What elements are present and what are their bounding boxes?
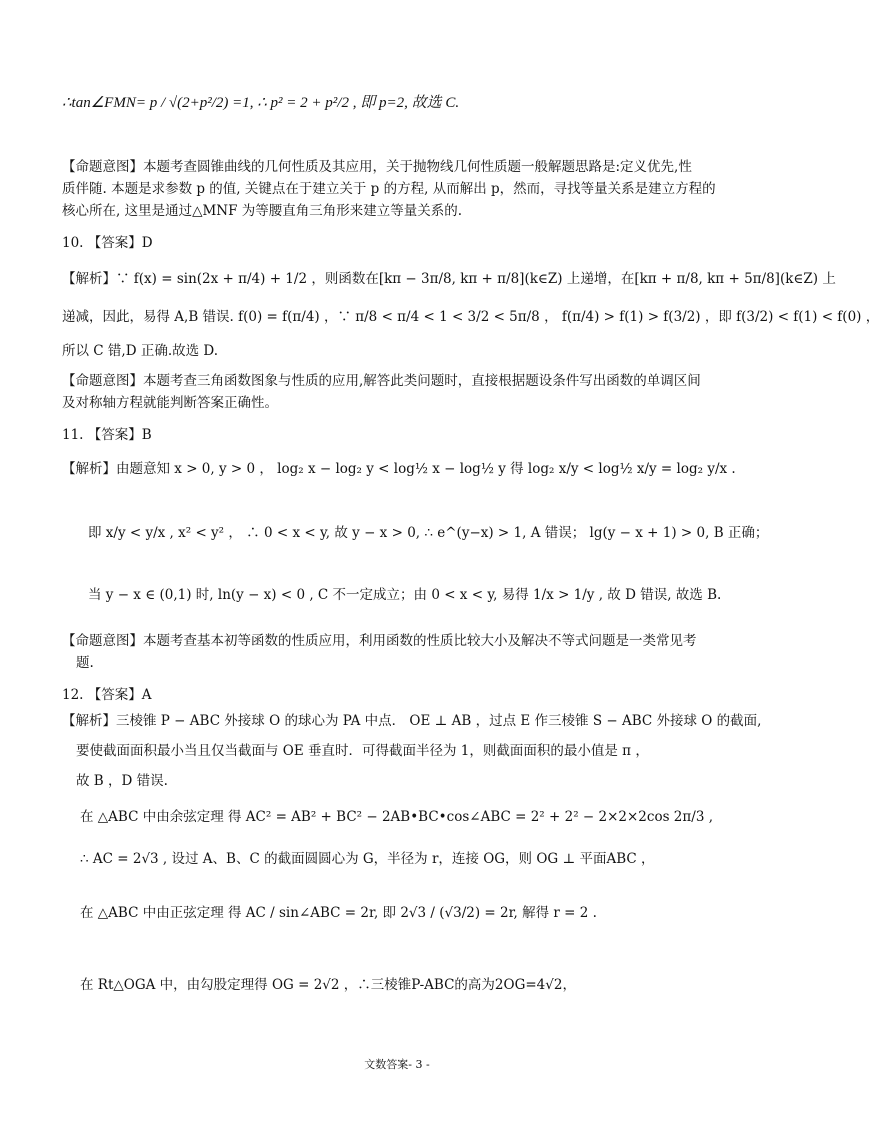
- line-05: 10. 【答案】D: [62, 235, 153, 251]
- line-21: 在 △ABC 中由余弦定理 得 AC² = AB² + BC² − 2AB•BC•cos∠ABC = 2² + 2² − 2×2×2cos 2π/3 ,: [80, 809, 713, 825]
- line-11: 11. 【答案】B: [62, 427, 152, 443]
- line-12: 【解析】由题意知 x > 0, y > 0 ， log₂ x − log₂ y < log½ x − log½ y 得 log₂ x/y < log½ x/y = log₂ y/x .: [62, 461, 736, 477]
- line-08: 所以 C 错,D 正确.故选 D.: [62, 343, 219, 359]
- line-13: 即 x/y < y/x , x² < y² ， ∴ 0 < x < y, 故 y − x > 0, ∴ e^(y−x) > 1, A 错误； lg(y − x + 1) > 0, B 正确；: [88, 525, 769, 541]
- line-03: 质伴随. 本题是求参数 p 的值, 关键点在于建立关于 p 的方程, 从而解出 p，然而，寻找等量关系是建立方程的: [62, 181, 716, 197]
- line-04: 核心所在, 这里是通过△MNF 为等腰直角三角形来建立等量关系的.: [62, 203, 463, 219]
- line-15: 【命题意图】本题考查基本初等函数的性质应用，利用函数的性质比较大小及解决不等式问题是一类常见考: [62, 633, 697, 649]
- page-footer: 文数答案- 3 -: [364, 1058, 430, 1071]
- line-09: 【命题意图】本题考查三角函数图象与性质的应用,解答此类问题时，直接根据题设条件写出函数的单调区间: [62, 373, 701, 389]
- line-24: 在 Rt△OGA 中，由勾股定理得 OG = 2√2 ，∴三棱锥P-ABC的高为2OG=4√2，: [80, 977, 576, 993]
- line-10: 及对称轴方程就能判断答案正确性。: [62, 395, 278, 411]
- line-23: 在 △ABC 中由正弦定理 得 AC / sin∠ABC = 2r, 即 2√3 / (√3/2) = 2r, 解得 r = 2 .: [80, 905, 597, 921]
- line-22: ∴ AC = 2√3 , 设过 A、B、C 的截面圆圆心为 G，半径为 r，连接 OG，则 OG ⊥ 平面ABC ，: [80, 851, 655, 867]
- line-14: 当 y − x ∈ (0,1) 时, ln(y − x) < 0 , C 不一定成立；由 0 < x < y, 易得 1/x > 1/y , 故 D 错误, 故选 B.: [88, 587, 722, 603]
- line-18: 【解析】三棱锥 P − ABC 外接球 O 的球心为 PA 中点． OE ⊥ AB ，过点 E 作三棱锥 S − ABC 外接球 O 的截面,: [62, 713, 762, 729]
- line-02: 【命题意图】本题考查圆锥曲线的几何性质及其应用，关于抛物线几何性质题一般解题思路是:定义优先,性: [62, 159, 692, 175]
- line-07: 递减，因此，易得 A,B 错误. f(0) = f(π/4) ，∵ π/8 < π/4 < 1 < 3/2 < 5π/8 ， f(π/4) > f(1) > f(3/2) ，即 f(3/2) < f(1) < f(0) ，: [62, 309, 879, 325]
- line-01: ∴tan∠FMN= p / √(2+p²/2) =1, ∴ p² = 2 + p²/2 , 即 p=2, 故选 C.: [62, 95, 460, 111]
- line-17: 12. 【答案】A: [62, 687, 152, 703]
- line-06: 【解析】∵ f(x) = sin(2x + π/4) + 1/2 ，则函数在[kπ − 3π/8, kπ + π/8](k∈Z) 上递增，在[kπ + π/8, kπ + 5π/8](k∈Z) 上: [62, 271, 836, 287]
- line-19: 要使截面面积最小当且仅当截面与 OE 垂直时．可得截面半径为 1，则截面面积的最小值是 π ，: [76, 743, 649, 759]
- line-20: 故 B ，D 错误.: [76, 773, 168, 789]
- line-16: 题.: [76, 655, 94, 671]
